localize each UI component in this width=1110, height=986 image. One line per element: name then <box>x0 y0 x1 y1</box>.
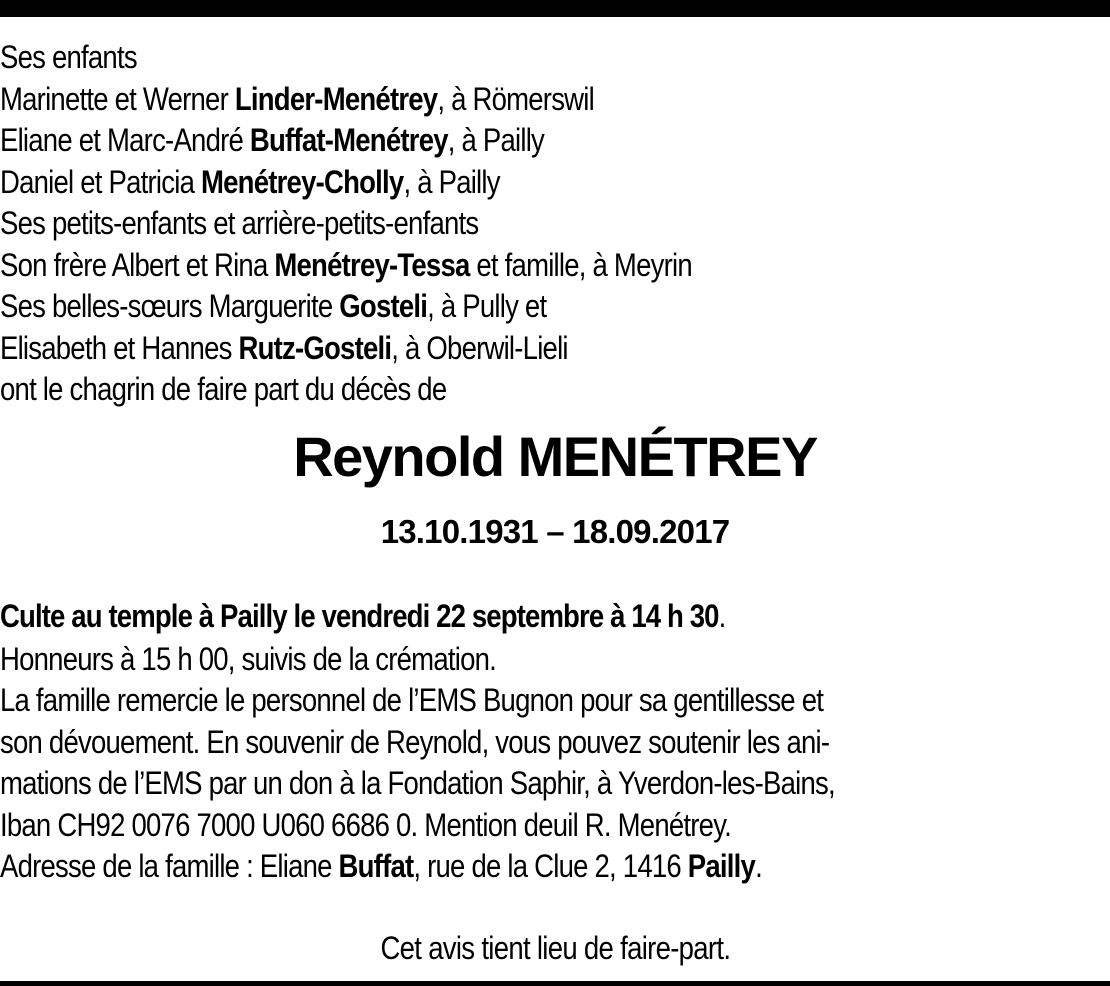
detail-line-5: Iban CH92 0076 7000 U060 6686 0. Mention deuil R. Menétrey. <box>0 807 732 843</box>
family-line-7: Ses belles-sœurs Marguerite Gosteli, à Pully et <box>0 288 547 324</box>
family-line-3: Eliane et Marc-André Buffat-Menétrey, à Pailly <box>0 122 545 158</box>
top-border <box>0 0 1110 17</box>
family-line-4: Daniel et Patricia Menétrey-Cholly, à Pailly <box>0 164 500 200</box>
family-address: Adresse de la famille : Eliane Buffat, rue de la Clue 2, 1416 Pailly. <box>0 848 762 884</box>
detail-line-3: son dévouement. En souvenir de Reynold, vous pouvez soutenir les ani- <box>0 724 830 760</box>
family-line-1: Ses enfants <box>0 39 137 75</box>
deceased-name: Reynold MENÉTREY <box>293 425 817 488</box>
detail-line-2: La famille remercie le personnel de l’EMS Bugnon pour sa gentillesse et <box>0 682 824 718</box>
detail-line-1: Honneurs à 15 h 00, suivis de la crémation. <box>0 641 497 677</box>
service-line: Culte au temple à Pailly le vendredi 22 septembre à 14 h 30. <box>0 598 726 634</box>
life-dates: 13.10.1931 – 18.09.2017 <box>380 513 730 550</box>
family-line-6: Son frère Albert et Rina Menétrey-Tessa et famille, à Meyrin <box>0 247 692 283</box>
family-line-2: Marinette et Werner Linder-Menétrey, à Römerswil <box>0 81 594 117</box>
bottom-border <box>0 981 1110 986</box>
family-line-8: Elisabeth et Hannes Rutz-Gosteli, à Oberwil-Lieli <box>0 330 568 366</box>
family-line-5: Ses petits-enfants et arrière-petits-enfants <box>0 205 479 241</box>
detail-line-4: mations de l’EMS par un don à la Fondation Saphir, à Yverdon-les-Bains, <box>0 765 835 801</box>
footer-note: Cet avis tient lieu de faire-part. <box>380 930 730 966</box>
family-line-9: ont le chagrin de faire part du décès de <box>0 371 447 407</box>
